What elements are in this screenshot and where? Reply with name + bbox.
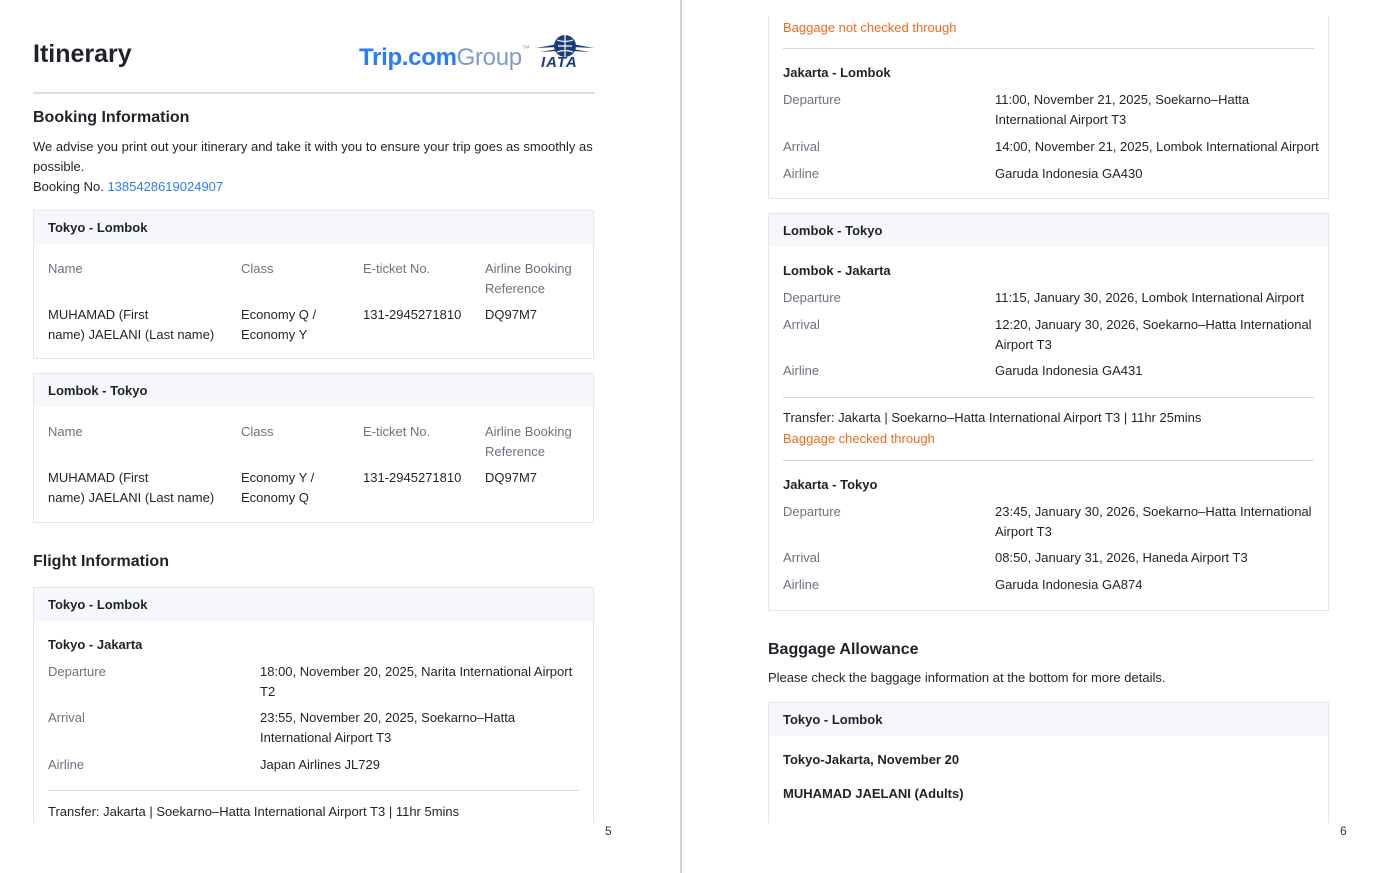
eticket-number: 131-2945271810	[363, 307, 462, 322]
arrival-value	[260, 708, 590, 748]
arrival-label: Arrival	[783, 550, 820, 565]
ticket-card-route: Tokyo - Lombok	[34, 211, 593, 244]
ticket-card-return	[33, 373, 594, 523]
segment-title: Jakarta - Lombok	[783, 65, 891, 80]
baggage-card-outbound	[768, 702, 1329, 823]
segment-divider	[783, 460, 1314, 461]
flight-card-outbound-continued	[768, 16, 1329, 199]
arrival-line-1: 23:55, November 20, 2025, Soekarno–Hatta	[260, 710, 516, 725]
arrival-label: Arrival	[783, 139, 820, 154]
airline-label: Airline	[783, 577, 820, 592]
departure-label: Departure	[783, 504, 841, 519]
transfer-info: Transfer: Jakarta | Soekarno–Hatta International Airport T3 | 11hr 25mins	[783, 410, 1202, 425]
ticket-class	[241, 305, 316, 345]
airline-value: Japan Airlines JL729	[260, 757, 380, 772]
logo-tm-text: ™	[521, 44, 530, 53]
departure-value	[995, 90, 1325, 130]
page-number: 5	[605, 824, 612, 838]
passenger-name-line-1: MUHAMAD (First	[48, 470, 149, 485]
departure-value: 11:15, January 30, 2026, Lombok International Airport	[995, 290, 1305, 305]
departure-line-1: 23:45, January 30, 2026, Soekarno–Hatta International	[995, 504, 1312, 519]
arrival-label: Arrival	[48, 710, 85, 725]
airline-label: Airline	[48, 757, 85, 772]
baggage-card-route: Tokyo - Lombok	[769, 703, 1328, 736]
arrival-label: Arrival	[783, 317, 820, 332]
baggage-checked-note: Baggage checked through	[783, 431, 935, 446]
airline-label: Airline	[783, 363, 820, 378]
advice-line-1: We advise you print out your itinerary and take it with you to ensure your trip goes as smoothly as	[33, 139, 593, 154]
name-header: Name	[48, 261, 83, 276]
baggage-passenger: MUHAMAD JAELANI (Adults)	[783, 786, 964, 801]
departure-line-2: International Airport T3	[995, 112, 1127, 127]
flight-info-heading: Flight Information	[33, 553, 169, 570]
class-header: Class	[241, 261, 274, 276]
flight-card-route: Tokyo - Lombok	[34, 588, 593, 621]
header-divider	[33, 92, 595, 94]
passenger-name-line-1: MUHAMAD (First	[48, 307, 149, 322]
page-number: 6	[1340, 824, 1347, 838]
ticket-card-route: Lombok - Tokyo	[34, 374, 593, 407]
transfer-divider	[783, 397, 1314, 398]
ticket-class-line-1: Economy Y /	[241, 470, 315, 485]
ticket-class-line-2: Economy Y	[241, 327, 308, 342]
departure-line-1: 18:00, November 20, 2025, Narita International Airport	[260, 664, 573, 679]
flight-card-return	[768, 213, 1329, 611]
class-header: Class	[241, 424, 274, 439]
baggage-segment-date: Tokyo-Jakarta, November 20	[783, 752, 960, 767]
arrival-value	[995, 315, 1325, 355]
baggage-allowance-heading: Baggage Allowance	[768, 641, 919, 658]
ticket-card-outbound	[33, 210, 594, 359]
airline-label: Airline	[783, 166, 820, 181]
passenger-name	[48, 468, 214, 508]
eticket-header: E-ticket No.	[363, 424, 431, 439]
baggage-note: Please check the baggage information at the bottom for more details.	[768, 670, 1166, 685]
booking-reference: DQ97M7	[485, 470, 538, 485]
eticket-number: 131-2945271810	[363, 470, 462, 485]
logo-group-text: Group	[456, 44, 522, 71]
departure-label: Departure	[783, 290, 841, 305]
booking-ref-header	[485, 259, 572, 299]
segment-title: Lombok - Jakarta	[783, 263, 891, 278]
booking-info-heading: Booking Information	[33, 109, 190, 126]
booking-reference: DQ97M7	[485, 307, 538, 322]
booking-ref-header-line-1: Airline Booking	[485, 424, 572, 439]
booking-ref-header	[485, 422, 572, 462]
iata-text: IATA	[541, 54, 578, 71]
booking-number-link[interactable]: 1385428619024907	[107, 179, 224, 194]
arrival-line-1: 12:20, January 30, 2026, Soekarno–Hatta International	[995, 317, 1312, 332]
booking-ref-header-line-2: Reference	[485, 281, 545, 296]
arrival-line-2: International Airport T3	[260, 730, 392, 745]
airline-value: Garuda Indonesia GA430	[995, 166, 1143, 181]
booking-number-label: Booking No.	[33, 179, 104, 194]
passenger-name	[48, 305, 214, 345]
departure-value	[995, 502, 1325, 542]
arrival-value: 14:00, November 21, 2025, Lombok International Airport	[995, 139, 1319, 154]
booking-ref-header-line-1: Airline Booking	[485, 261, 572, 276]
segment-divider	[783, 48, 1314, 49]
itinerary-title: Itinerary	[33, 40, 132, 68]
transfer-divider	[48, 790, 579, 791]
booking-advice	[33, 137, 593, 197]
airline-value: Garuda Indonesia GA874	[995, 577, 1143, 592]
logo-trip-text: Trip.com	[359, 44, 457, 71]
arrival-line-2: Airport T3	[995, 337, 1052, 352]
passenger-name-line-2: name) JAELANI (Last name)	[48, 327, 215, 342]
departure-value	[260, 662, 590, 702]
segment-title: Jakarta - Tokyo	[783, 477, 878, 492]
airline-value: Garuda Indonesia GA431	[995, 363, 1143, 378]
passenger-name-line-2: name) JAELANI (Last name)	[48, 490, 215, 505]
arrival-value: 08:50, January 31, 2026, Haneda Airport T3	[995, 550, 1248, 565]
transfer-info: Transfer: Jakarta | Soekarno–Hatta International Airport T3 | 11hr 5mins	[48, 804, 460, 819]
name-header: Name	[48, 424, 83, 439]
ticket-class	[241, 468, 314, 508]
departure-label: Departure	[783, 92, 841, 107]
ticket-class-line-1: Economy Q /	[241, 307, 317, 322]
page-left	[0, 0, 680, 873]
segment-title: Tokyo - Jakarta	[48, 637, 143, 652]
departure-line-2: T2	[260, 684, 276, 699]
departure-line-1: 11:00, November 21, 2025, Soekarno–Hatta	[995, 92, 1250, 107]
iata-logo	[534, 34, 596, 74]
ticket-class-line-2: Economy Q	[241, 490, 309, 505]
flight-card-outbound	[33, 587, 594, 823]
page-right	[682, 0, 1393, 873]
departure-label: Departure	[48, 664, 106, 679]
booking-number-line	[33, 177, 593, 197]
advice-line-2: possible.	[33, 159, 85, 174]
trip-com-group-logo	[359, 44, 530, 72]
booking-ref-header-line-2: Reference	[485, 444, 545, 459]
departure-line-2: Airport T3	[995, 524, 1052, 539]
eticket-header: E-ticket No.	[363, 261, 431, 276]
flight-card-route: Lombok - Tokyo	[769, 214, 1328, 247]
baggage-not-checked-note: Baggage not checked through	[783, 20, 957, 35]
